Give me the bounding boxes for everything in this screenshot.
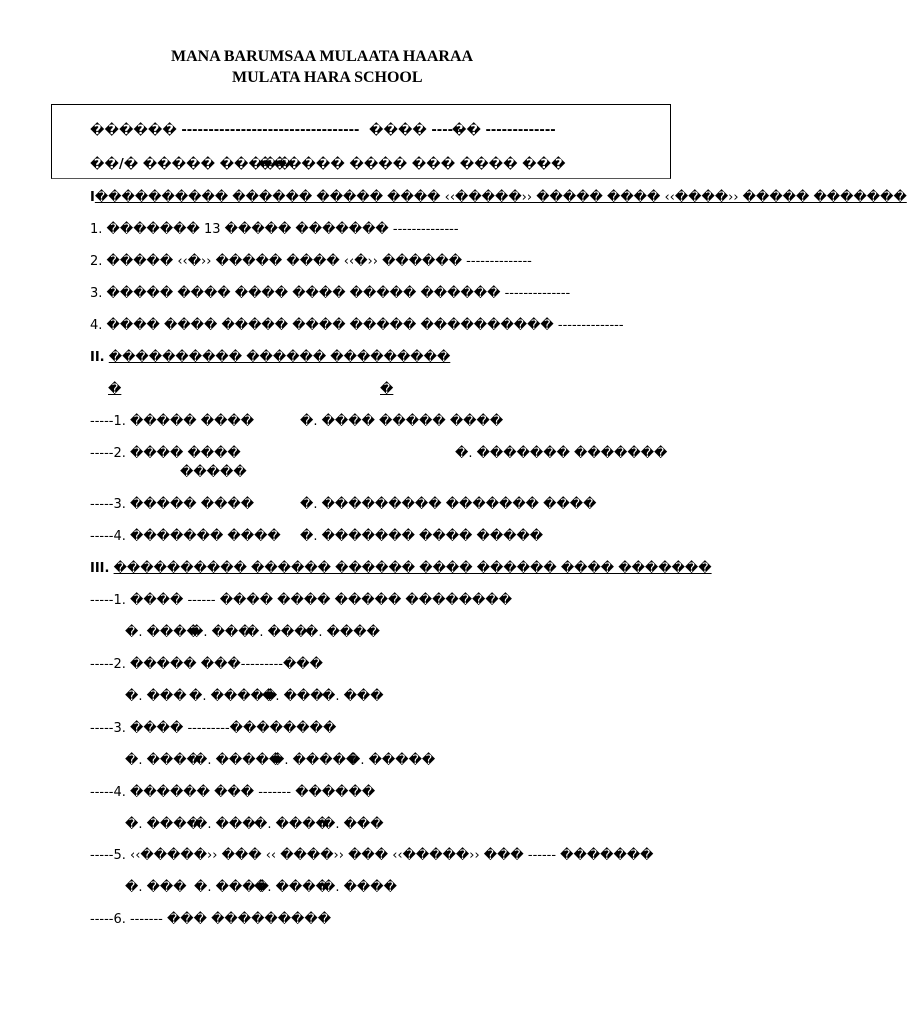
section1-heading (90, 190, 907, 205)
mc-option: �. ���� (125, 625, 200, 640)
match-item-left: -----3. ����� ���� (90, 497, 255, 512)
grade-field-label: ���� ------ (369, 123, 464, 138)
section1-number: I (90, 190, 95, 205)
mc-option: �. ����� (271, 753, 360, 768)
mc-option: �. ��� (190, 625, 252, 640)
mc-option: �. ���� (322, 880, 397, 895)
mc-option: �. ���� (125, 753, 200, 768)
mc-option: �. ���� (194, 880, 269, 895)
question: 1. ������� 13 ����� ������� -------------- (90, 222, 459, 237)
mc-question: -----1. ���� ------ ���� ���� ����� �������� (90, 593, 513, 608)
section3-instruction: ���������� ������ ������ ���� ������ ���� ������� (113, 561, 712, 576)
section2-heading (90, 350, 450, 365)
match-item-left: -----1. ����� ���� (90, 414, 255, 429)
mc-option: �. ��� (194, 817, 256, 832)
match-item-right: �. ������� ���� ����� (300, 529, 544, 544)
match-item-right: �. ������� ������� (455, 446, 668, 461)
mc-option: �. ��� (322, 817, 384, 832)
match-item-left: -----4. ������� ���� (90, 529, 281, 544)
school-name-en: MULATA HARA SCHOOL (232, 69, 423, 86)
mc-option: �. ��� (262, 689, 324, 704)
match-item-right: �. ��������� ������� ���� (300, 497, 597, 512)
mc-question: -----6. ------- ��� ��������� (90, 912, 332, 927)
section1-instruction: ���������� ������ ����� ���� ‹‹�����›› ����� ���� ‹‹����›› ����� ������� (94, 190, 907, 205)
match-item-wrap: ����� (180, 465, 247, 480)
mc-question: -----4. ������ ��� ------- ������ (90, 785, 376, 800)
section3-number: III. (90, 561, 110, 576)
mc-option: �. ���� (254, 817, 329, 832)
match-item-right: �. ���� ����� ���� (300, 414, 504, 429)
mc-option: �. ����� (189, 689, 278, 704)
mc-option: �. ��� (246, 625, 308, 640)
match-item-left: -----2. ���� ���� (90, 446, 241, 461)
mc-option: �. ��� (125, 689, 187, 704)
question: 2. ����� ‹‹�›› ����� ���� ‹‹�›› ������ -------------- (90, 254, 532, 269)
exam-title: ������ ���� ��� ���� ��� (258, 157, 566, 172)
mc-option: �. ��� (322, 689, 384, 704)
column-a-header: � (108, 382, 122, 397)
section2-instruction: ���������� ������ ��������� (108, 350, 451, 365)
question: 4. ���� ���� ����� ���� ����� ���������� -------------- (90, 318, 624, 333)
mc-option: �. ��� (125, 880, 187, 895)
school-name-local: MANA BARUMSAA MULAATA HAARAA (171, 48, 474, 65)
mc-option: �. ����� (347, 753, 436, 768)
section2-number: II. (90, 350, 105, 365)
section3-heading (90, 561, 712, 576)
name-field-label: ������ --------------------------------- (90, 123, 360, 138)
mc-option: �. ���� (254, 880, 329, 895)
section-field-label: �� ------------- (452, 123, 556, 138)
mc-option: �. ����� (194, 753, 283, 768)
column-b-header: � (380, 382, 394, 397)
mc-question: -----3. ���� ---------�������� (90, 721, 337, 736)
question: 3. ����� ���� ���� ���� ����� ������ -------------- (90, 286, 571, 301)
mc-question: -----5. ‹‹�����›› ��� ‹‹ ����›› ��� ‹‹�����›› ��� ------ ������� (90, 848, 654, 863)
mc-question: -----2. ����� ���---------��� (90, 657, 323, 672)
mc-option: �. ���� (125, 817, 200, 832)
subject-label: ��/� ����� ����� (90, 157, 292, 172)
mc-option: �. ���� (305, 625, 380, 640)
